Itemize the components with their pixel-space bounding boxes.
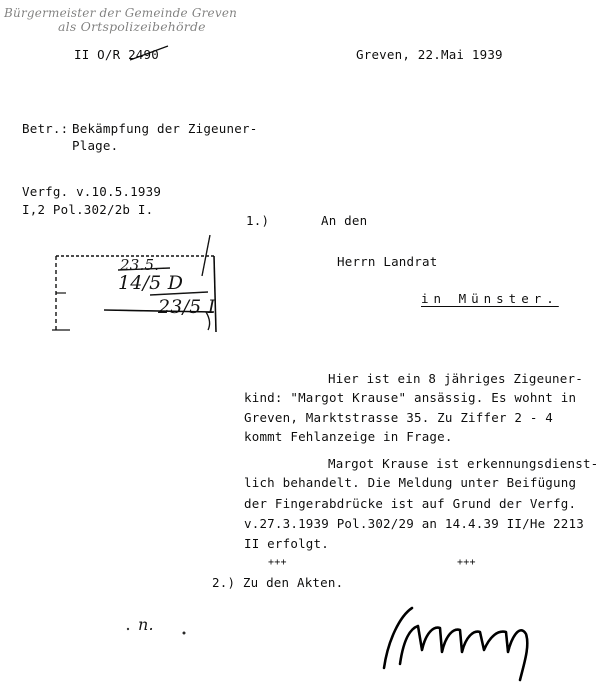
item2-to-files: 2.) Zu den Akten. <box>212 575 344 590</box>
place-date: Greven, 22.Mai 1939 <box>356 47 503 62</box>
separator-right: +++ <box>457 557 476 568</box>
body-p2-line1: Margot Krause ist erkennungsdienst- <box>328 456 599 471</box>
subject-line2: Plage. <box>72 138 119 153</box>
addressee-city: in Münster. <box>421 291 559 306</box>
addressee-recipient: Herrn Landrat <box>337 254 438 269</box>
order-line2: I,2 Pol.302/2b I. <box>22 202 154 217</box>
body-p1-line2: kind: "Margot Krause" ansässig. Es wohnt in <box>244 390 577 405</box>
body-p2-line5: II erfolgt. <box>244 536 329 551</box>
body-p1-line4: kommt Fehlanzeige in Frage. <box>244 429 453 444</box>
letterhead-line1: Bürgermeister der Gemeinde Greven <box>4 6 238 20</box>
addressee-prefix: An den <box>321 213 368 228</box>
body-p1-line3: Greven, Marktstrasse 35. Zu Ziffer 2 - 4 <box>244 410 554 425</box>
body-p2-line3: der Fingerabdrücke ist auf Grund der Verfg. <box>244 496 577 511</box>
body-p2-line4: v.27.3.1939 Pol.302/29 an 14.4.39 II/He 2213 <box>244 516 584 531</box>
stamp-entry-3: 23/5 I <box>158 296 216 318</box>
signature-mark <box>384 608 527 680</box>
handwritten-initials: n. <box>138 615 154 634</box>
body-p2-line2: lich behandelt. Die Meldung unter Beifügung <box>244 475 577 490</box>
subject-line1: Bekämpfung der Zigeuner- <box>72 121 258 136</box>
letterhead-line2: als Ortspolizeibehörde <box>58 19 206 34</box>
stamp-entry-1: 23.5. <box>120 256 160 274</box>
body-p1-line1: Hier ist ein 8 jähriges Zigeuner- <box>328 371 583 386</box>
subject-label: Betr.: <box>22 121 69 136</box>
order-line1: Verfg. v.10.5.1939 <box>22 184 162 199</box>
stamp-entry-2: 14/5 D <box>118 272 184 294</box>
item1-number: 1.) <box>246 213 270 228</box>
separator-left: +++ <box>268 557 287 568</box>
reference-number: II O/R 2490 <box>74 47 159 62</box>
